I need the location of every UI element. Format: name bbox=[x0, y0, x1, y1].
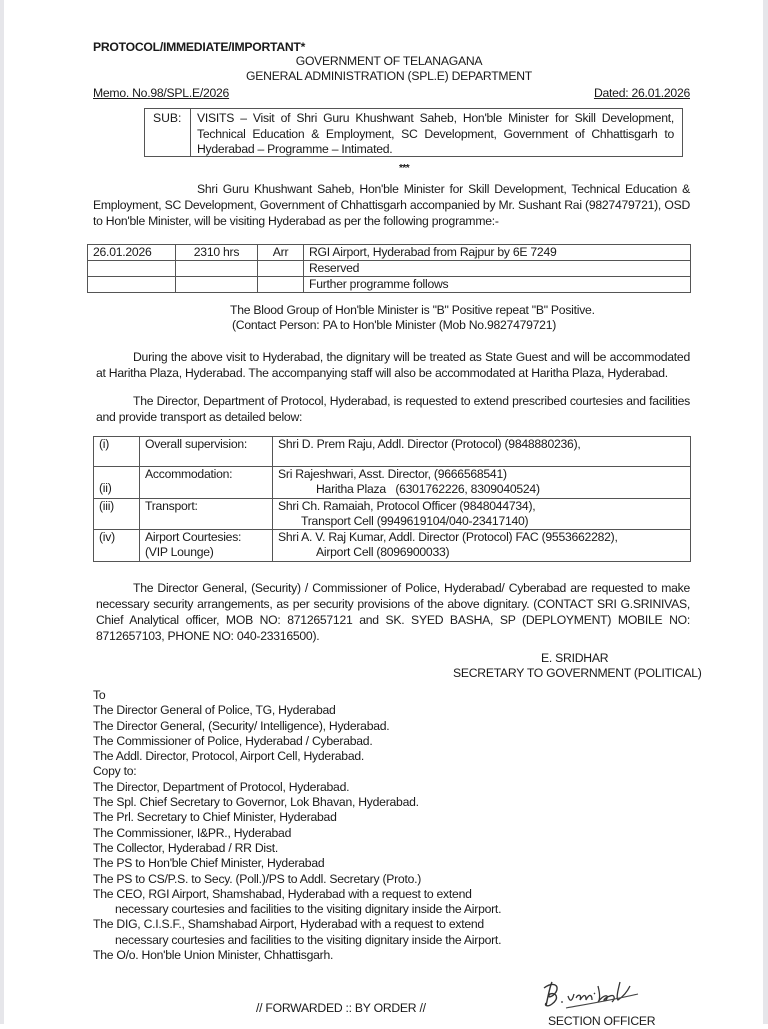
intro-paragraph-text: Shri Guru Khushwant Saheb, Hon'ble Minister for Skill Development, Technical Education & Employment, SC Development, Government of Chhattisgarh accompanied by Mr. Sushant Rai (9827479721), OSD to Hon'ble Minister, will be visiting Hyderabad as per the following programme:- bbox=[93, 182, 690, 228]
classification-heading: PROTOCOL/IMMEDIATE/IMPORTANT* bbox=[93, 40, 306, 54]
subject-box bbox=[144, 108, 683, 157]
to-recipient: The Addl. Director, Protocol, Airport Cell, Hyderabad. bbox=[93, 749, 365, 764]
programme-time bbox=[176, 277, 258, 293]
forwarded-by-order: // FORWARDED :: BY ORDER // bbox=[256, 1001, 426, 1015]
courtesy-item-label: Transport: bbox=[145, 499, 198, 513]
programme-time bbox=[176, 261, 258, 277]
courtesy-item-label: Airport Courtesies: bbox=[145, 530, 242, 544]
programme-row bbox=[88, 277, 691, 293]
to-recipient: The Director General, (Security/ Intelligence), Hyderabad. bbox=[93, 718, 390, 733]
copy-recipient: The PS to Hon'ble Chief Minister, Hyderabad bbox=[93, 856, 325, 871]
to-recipient: The Commissioner of Police, Hyderabad / Cyberabad. bbox=[93, 733, 373, 748]
programme-table bbox=[87, 244, 691, 293]
programme-detail: Further programme follows bbox=[304, 277, 691, 293]
copy-recipient-continuation: necessary courtesies and facilities to the visiting dignitary inside the Airport. bbox=[115, 902, 502, 917]
courtesy-number: (iv) bbox=[94, 530, 140, 562]
copy-recipient: The Commissioner, I&PR., Hyderabad bbox=[93, 825, 292, 840]
courtesy-contact-line: Sri Rajeshwari, Asst. Director, (9666568541) bbox=[278, 467, 507, 481]
courtesy-contact-subline: Transport Cell (9949619104/040-23417140) bbox=[301, 514, 529, 528]
courtesy-item bbox=[140, 467, 273, 499]
programme-time: 2310 hrs bbox=[176, 245, 258, 261]
courtesy-item-label: Accommodation: bbox=[145, 467, 233, 481]
courtesy-contact-subline: Airport Cell (8096900033) bbox=[316, 545, 450, 559]
separator-asterisks: *** bbox=[399, 163, 410, 174]
courtesy-number: (ii) bbox=[94, 467, 140, 499]
security-paragraph-text: The Director General, (Security) / Commissioner of Police, Hyderabad/ Cyberabad are requested to make necessary security arrangements, as per security provisions of the above dignitary. (CONTACT SRI G.SRINIVAS, Chief Analytical officer, MOB NO: 8712657121 and SK. SYED BASHA, SP (DEPLOYMENT) MOBILE NO: 8712657103, PHONE NO: 040-23316500). bbox=[96, 581, 690, 643]
courtesy-item bbox=[140, 437, 273, 467]
courtesy-contact-subline: Haritha Plaza (6301762226, 8309040524) bbox=[316, 482, 540, 496]
courtesy-contact bbox=[273, 530, 691, 562]
courtesy-contact-line: Shri Ch. Ramaiah, Protocol Officer (9848044734), bbox=[278, 499, 536, 513]
page-edge-left bbox=[0, 0, 4, 1024]
memo-number: Memo. No.98/SPL.E/2026 bbox=[93, 86, 230, 100]
courtesy-contact-line: Shri D. Prem Raju, Addl. Director (Protocol) (9848880236), bbox=[278, 437, 581, 451]
page-edge-right bbox=[763, 0, 768, 1024]
programme-row bbox=[88, 261, 691, 277]
programme-type bbox=[258, 277, 304, 293]
copy-recipient: The Collector, Hyderabad / RR Dist. bbox=[93, 840, 278, 855]
protocol-paragraph bbox=[96, 393, 690, 425]
copy-recipient: The CEO, RGI Airport, Shamshabad, Hyderabad with a request to extend bbox=[93, 886, 472, 901]
department-title: GENERAL ADMINISTRATION (SPL.E) DEPARTMENT bbox=[246, 69, 532, 83]
programme-date bbox=[88, 261, 176, 277]
subject-label: SUB: bbox=[145, 109, 191, 156]
courtesy-contact-line: Shri A. V. Raj Kumar, Addl. Director (Protocol) FAC (9553662282), bbox=[278, 530, 618, 544]
protocol-paragraph-text: The Director, Department of Protocol, Hyderabad, is requested to extend prescribed courtesies and facilities and provide transport as detailed below: bbox=[96, 394, 690, 424]
copy-recipient: The Director, Department of Protocol, Hyderabad. bbox=[93, 779, 350, 794]
blood-group-note: The Blood Group of Hon'ble Minister is "B" Positive repeat "B" Positive. bbox=[230, 303, 595, 317]
courtesy-number: (i) bbox=[94, 437, 140, 467]
programme-type bbox=[258, 261, 304, 277]
copy-recipient: The Spl. Chief Secretary to Governor, Lok Bhavan, Hyderabad. bbox=[93, 795, 419, 810]
courtesy-contact bbox=[273, 437, 691, 467]
courtesy-row bbox=[94, 467, 691, 499]
programme-date: 26.01.2026 bbox=[88, 245, 176, 261]
courtesy-item bbox=[140, 499, 273, 530]
programme-date bbox=[88, 277, 176, 293]
copy-recipient-continuation: necessary courtesies and facilities to the visiting dignitary inside the Airport. bbox=[115, 932, 502, 947]
subject-text: VISITS – Visit of Shri Guru Khushwant Saheb, Hon'ble Minister for Skill Development, Technical Education & Employment, SC Development, Government of Chhattisgarh to Hyderabad – Programme – Intimated. bbox=[197, 111, 674, 156]
programme-detail: Reserved bbox=[304, 261, 691, 277]
contact-person-note: (Contact Person: PA to Hon'ble Minister (Mob No.9827479721) bbox=[232, 318, 557, 332]
copy-recipient: The Prl. Secretary to Chief Minister, Hyderabad bbox=[93, 810, 337, 825]
copy-recipient: The O/o. Hon'ble Union Minister, Chhattisgarh. bbox=[93, 948, 334, 963]
to-recipient: The Director General of Police, TG, Hyderabad bbox=[93, 703, 336, 718]
courtesy-item-label: Overall supervision: bbox=[145, 437, 248, 451]
copy-recipient: The DIG, C.I.S.F., Shamshabad Airport, Hyderabad with a request to extend bbox=[93, 917, 484, 932]
programme-type: Arr bbox=[258, 245, 304, 261]
signatory-name: E. SRIDHAR bbox=[541, 651, 609, 665]
courtesy-contact bbox=[273, 467, 691, 499]
section-officer-label: SECTION OFFICER bbox=[548, 1014, 656, 1028]
courtesy-row bbox=[94, 437, 691, 467]
distribution-list bbox=[93, 688, 501, 963]
signatory-designation: SECRETARY TO GOVERNMENT (POLITICAL) bbox=[453, 666, 702, 680]
memo-date: Dated: 26.01.2026 bbox=[593, 86, 690, 100]
to-label: To bbox=[93, 688, 106, 702]
courtesy-item bbox=[140, 530, 273, 562]
security-paragraph bbox=[96, 580, 690, 644]
copy-recipient: The PS to CS/P.S. to Secy. (Poll.)/PS to Addl. Secretary (Proto.) bbox=[93, 871, 422, 886]
accommodation-paragraph-text: During the above visit to Hyderabad, the dignitary will be treated as State Guest and will be accommodated at Haritha Plaza, Hyderabad. The accompanying staff will also be accommodated at Haritha Plaza, Hyderabad. bbox=[96, 350, 690, 380]
government-title: GOVERNMENT OF TELANAGANA bbox=[295, 54, 483, 68]
courtesies-table bbox=[93, 436, 691, 562]
programme-detail: RGI Airport, Hyderabad from Rajpur by 6E 7249 bbox=[304, 245, 691, 261]
courtesy-row bbox=[94, 530, 691, 562]
courtesy-row bbox=[94, 499, 691, 530]
courtesy-number: (iii) bbox=[94, 499, 140, 530]
programme-row bbox=[88, 245, 691, 261]
intro-paragraph bbox=[93, 181, 690, 229]
courtesy-contact bbox=[273, 499, 691, 530]
courtesy-item-sublabel: (VIP Lounge) bbox=[145, 545, 214, 559]
signature-image bbox=[538, 976, 648, 1010]
accommodation-paragraph bbox=[96, 349, 690, 381]
copy-to-label: Copy to: bbox=[93, 764, 137, 779]
